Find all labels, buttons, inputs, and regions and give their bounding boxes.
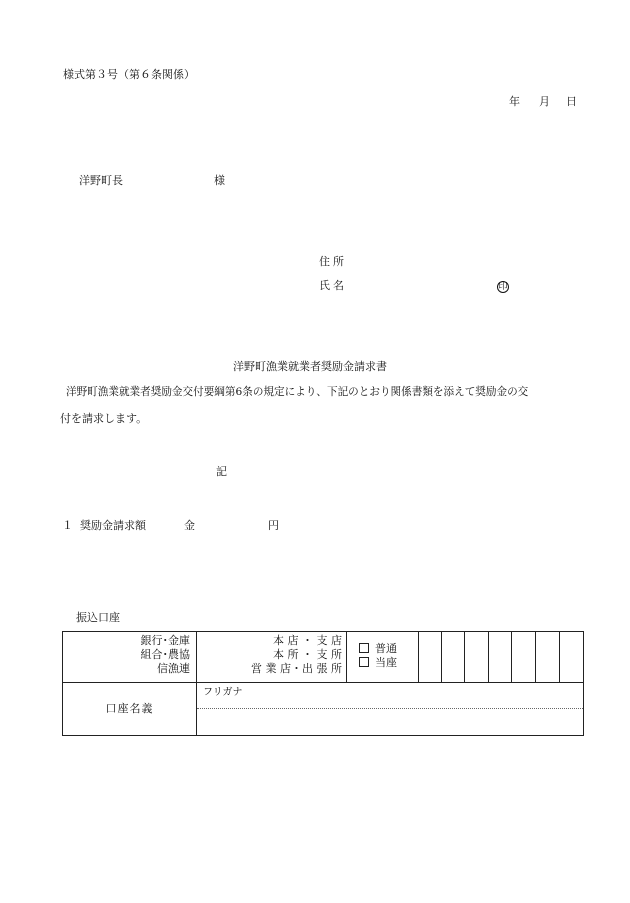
body-line-2: 付を請求します。 — [60, 412, 148, 425]
checkbox-icon[interactable] — [359, 657, 369, 667]
holder-name-field[interactable] — [197, 709, 583, 735]
account-digit-4[interactable] — [489, 632, 512, 683]
bank-row — [63, 632, 584, 683]
date-month: 月 — [539, 95, 550, 108]
date-year: 年 — [509, 95, 520, 108]
item-1-yen: 円 — [268, 519, 279, 532]
bank-account-table — [62, 631, 584, 736]
deposit-label-current: 当座 — [375, 655, 397, 669]
furigana-label: フリガナ — [203, 687, 243, 698]
branch-type-cell[interactable] — [197, 632, 347, 683]
account-digit-2[interactable] — [442, 632, 465, 683]
branch-type-2: 本 所 ・ 支 所 — [273, 647, 342, 661]
holder-entry-cell — [197, 683, 584, 736]
deposit-type-cell — [347, 632, 419, 683]
account-digit-1[interactable] — [419, 632, 442, 683]
account-heading: 振込口座 — [76, 611, 120, 624]
account-digit-3[interactable] — [465, 632, 489, 683]
document-title: 洋野町漁業就業者奨励金請求書 — [233, 360, 387, 373]
form-number: 様式第３号（第６条関係） — [63, 68, 195, 81]
body-line-1: 洋野町漁業就業者奨励金交付要綱第6条の規定により、下記のとおり関係書類を添えて奨励金の交 — [66, 386, 529, 398]
seal-mark — [497, 280, 509, 293]
account-digit-7[interactable] — [560, 632, 584, 683]
date-day: 日 — [566, 95, 577, 108]
name-label: 氏名 — [319, 279, 347, 292]
bank-type-cell[interactable] — [63, 632, 197, 683]
holder-row — [63, 683, 584, 736]
deposit-option-current[interactable] — [359, 656, 418, 670]
addressee-honorific: 様 — [214, 174, 225, 187]
bank-type-1: 銀行･金庫 — [140, 634, 190, 647]
deposit-option-ordinary[interactable] — [359, 642, 418, 656]
item-1-kin: 金 — [184, 519, 195, 532]
item-1-number: １ — [62, 519, 73, 532]
bank-type-3: 信漁連 — [157, 661, 190, 675]
deposit-label-ordinary: 普通 — [375, 642, 397, 655]
checkbox-icon[interactable] — [359, 643, 369, 653]
seal-char: 印 — [498, 282, 508, 292]
holder-label: 口座名義 — [63, 683, 197, 736]
furigana-field[interactable] — [197, 683, 583, 709]
addressee-name: 洋野町長 — [79, 174, 123, 187]
account-digit-6[interactable] — [536, 632, 560, 683]
address-label: 住所 — [319, 255, 347, 268]
item-1-label: 奨励金請求額 — [80, 519, 146, 532]
branch-type-1: 本 店 ・ 支 店 — [273, 634, 342, 647]
ki-mark: 記 — [216, 465, 227, 478]
bank-type-2: 組合･農協 — [140, 647, 190, 661]
account-digit-5[interactable] — [512, 632, 536, 683]
branch-type-3: 営 業 店・出 張 所 — [251, 661, 342, 675]
